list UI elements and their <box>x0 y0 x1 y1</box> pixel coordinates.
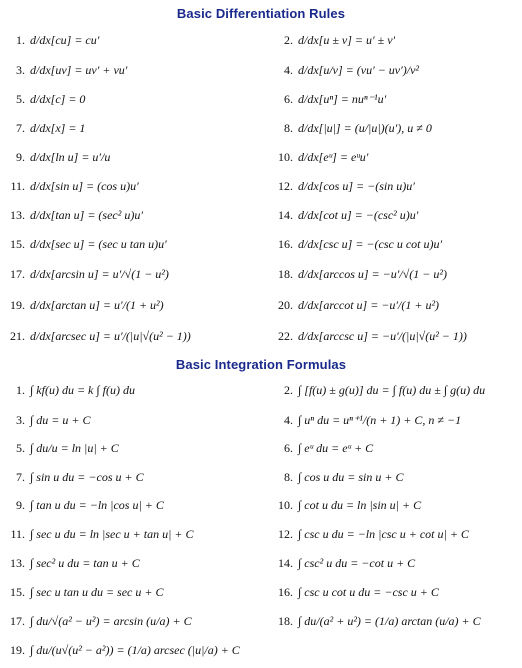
rule-expression: d/dx[sin u] = (cos u)u′ <box>30 178 139 193</box>
rule-expression: d/dx[arctan u] = u′/(1 + u²) <box>30 297 164 312</box>
rule-number: 8. <box>284 120 293 135</box>
rule-number: 9. <box>16 149 25 164</box>
formula-expression: ∫ du/√(a² − u²) = arcsin (u/a) + C <box>30 613 192 628</box>
rule-number: 22. <box>278 328 293 343</box>
differentiation-heading: Basic Differentiation Rules <box>176 6 346 21</box>
int-formula <box>268 520 469 548</box>
rule-number: 21. <box>10 328 25 343</box>
int-formula <box>0 434 119 462</box>
formula-expression: ∫ cos u du = sin u + C <box>298 469 404 484</box>
int-formula <box>0 376 135 404</box>
formula-number: 18. <box>278 613 293 628</box>
formula-number: 17. <box>10 613 25 628</box>
formula-expression: ∫ sec² u du = tan u + C <box>30 555 140 570</box>
formula-expression: ∫ tan u du = −ln |cos u| + C <box>30 497 164 512</box>
formula-expression: ∫ sin u du = −cos u + C <box>30 469 144 484</box>
rule-expression: d/dx[tan u] = (sec² u)u′ <box>30 207 143 222</box>
rule-number: 16. <box>278 236 293 251</box>
diff-rule <box>0 291 164 319</box>
rule-expression: d/dx[arcsec u] = u′/(|u|√(u² − 1)) <box>30 328 191 343</box>
diff-rule <box>0 201 143 229</box>
formula-number: 5. <box>16 440 25 455</box>
formula-expression: ∫ [f(u) ± g(u)] du = ∫ f(u) du ± ∫ g(u) du <box>298 382 486 397</box>
rule-expression: d/dx[arccsc u] = −u′/(|u|√(u² − 1)) <box>298 328 467 343</box>
rule-expression: d/dx[csc u] = −(csc u cot u)u′ <box>298 236 443 251</box>
formula-expression: ∫ csc u du = −ln |csc u + cot u| + C <box>298 526 469 541</box>
int-formula <box>268 406 461 434</box>
formula-expression: ∫ sec u du = ln |sec u + tan u| + C <box>30 526 194 541</box>
formula-expression: ∫ sec u tan u du = sec u + C <box>30 584 164 599</box>
formula-number: 19. <box>10 642 25 657</box>
diff-rule <box>268 56 419 84</box>
diff-rule <box>0 172 139 200</box>
formula-number: 12. <box>278 526 293 541</box>
rule-expression: d/dx[cot u] = −(csc² u)u′ <box>298 207 419 222</box>
rule-expression: d/dx[cos u] = −(sin u)u′ <box>298 178 415 193</box>
int-formula <box>268 607 481 635</box>
rule-expression: d/dx[u ± v] = u′ ± v′ <box>298 32 396 47</box>
int-formula <box>268 549 415 577</box>
int-formula <box>0 607 192 635</box>
diff-rule <box>0 114 85 142</box>
diff-rule <box>0 85 85 113</box>
formula-number: 7. <box>16 469 25 484</box>
diff-rule <box>268 291 439 319</box>
formula-number: 9. <box>16 497 25 512</box>
rule-expression: d/dx[arccot u] = −u′/(1 + u²) <box>298 297 440 312</box>
diff-rule <box>268 114 432 142</box>
diff-rule <box>268 201 418 229</box>
formula-expression: ∫ uⁿ du = uⁿ⁺¹/(n + 1) + C, n ≠ −1 <box>298 412 462 427</box>
int-formula <box>268 376 485 404</box>
int-formula <box>0 549 140 577</box>
int-formula <box>0 463 144 491</box>
formula-expression: ∫ du = u + C <box>30 412 91 427</box>
formula-number: 6. <box>284 440 293 455</box>
formula-number: 4. <box>284 412 293 427</box>
int-formula <box>268 578 439 606</box>
diff-rule <box>0 322 191 350</box>
rule-expression: d/dx[ln u] = u′/u <box>30 149 111 164</box>
formula-expression: ∫ kf(u) du = k ∫ f(u) du <box>30 382 135 397</box>
diff-rule <box>0 26 99 54</box>
rule-expression: d/dx[sec u] = (sec u tan u)u′ <box>30 236 167 251</box>
formula-expression: ∫ eᵘ du = eᵘ + C <box>298 440 374 455</box>
rule-number: 5. <box>16 91 25 106</box>
formula-expression: ∫ du/(u√(u² − a²)) = (1/a) arcsec (|u|/a) + C <box>30 642 240 657</box>
rule-number: 20. <box>278 297 293 312</box>
rule-number: 4. <box>284 62 293 77</box>
rule-expression: d/dx[u/v] = (vu′ − uv′)/v² <box>298 62 420 77</box>
int-formula <box>0 520 194 548</box>
diff-rule <box>268 85 386 113</box>
int-formula <box>0 491 164 519</box>
formula-number: 11. <box>10 526 25 541</box>
diff-rule <box>268 172 415 200</box>
formula-number: 8. <box>284 469 293 484</box>
formula-expression: ∫ csc² u du = −cot u + C <box>298 555 416 570</box>
formula-expression: ∫ csc u cot u du = −csc u + C <box>298 584 439 599</box>
diff-rule <box>268 26 395 54</box>
formula-expression: ∫ du/u = ln |u| + C <box>30 440 119 455</box>
formula-number: 14. <box>278 555 293 570</box>
formula-number: 13. <box>10 555 25 570</box>
rule-number: 13. <box>10 207 25 222</box>
diff-rule <box>268 143 368 171</box>
diff-rule <box>268 230 442 258</box>
diff-rule <box>0 260 169 288</box>
formula-expression: ∫ du/(a² + u²) = (1/a) arctan (u/a) + C <box>298 613 481 628</box>
rule-number: 3. <box>16 62 25 77</box>
rule-number: 6. <box>284 91 293 106</box>
rule-expression: d/dx[eᵘ] = eᵘu′ <box>298 149 369 164</box>
rule-number: 1. <box>16 32 25 47</box>
integration-heading: Basic Integration Formulas <box>175 357 347 372</box>
diff-rule <box>0 230 167 258</box>
diff-rule <box>0 143 110 171</box>
rule-expression: d/dx[uv] = uv′ + vu′ <box>30 62 128 77</box>
rule-number: 18. <box>278 266 293 281</box>
formula-number: 1. <box>16 382 25 397</box>
int-formula <box>268 491 421 519</box>
rule-number: 7. <box>16 120 25 135</box>
rule-expression: d/dx[c] = 0 <box>30 91 86 106</box>
diff-rule <box>268 322 467 350</box>
formula-number: 2. <box>284 382 293 397</box>
rule-number: 15. <box>10 236 25 251</box>
formula-number: 16. <box>278 584 293 599</box>
rule-number: 2. <box>284 32 293 47</box>
rule-number: 14. <box>278 207 293 222</box>
int-formula <box>0 578 163 606</box>
rule-expression: d/dx[x] = 1 <box>30 120 86 135</box>
diff-rule <box>268 260 447 288</box>
rule-number: 11. <box>10 178 25 193</box>
int-formula <box>268 434 373 462</box>
diff-rule <box>0 56 127 84</box>
rule-expression: d/dx[arcsin u] = u′/√(1 − u²) <box>30 266 169 281</box>
rule-number: 10. <box>278 149 293 164</box>
rule-number: 17. <box>10 266 25 281</box>
int-formula <box>268 463 404 491</box>
int-formula <box>0 636 240 664</box>
formula-number: 10. <box>278 497 293 512</box>
rule-number: 19. <box>10 297 25 312</box>
formula-number: 15. <box>10 584 25 599</box>
rule-expression: d/dx[uⁿ] = nuⁿ⁻¹u′ <box>298 91 387 106</box>
rule-number: 12. <box>278 178 293 193</box>
rule-expression: d/dx[arccos u] = −u′/√(1 − u²) <box>298 266 447 281</box>
formula-number: 3. <box>16 412 25 427</box>
int-formula <box>0 406 91 434</box>
rule-expression: d/dx[cu] = cu′ <box>30 32 100 47</box>
rule-expression: d/dx[|u|] = (u/|u|)(u′), u ≠ 0 <box>298 120 432 135</box>
formula-expression: ∫ cot u du = ln |sin u| + C <box>298 497 422 512</box>
